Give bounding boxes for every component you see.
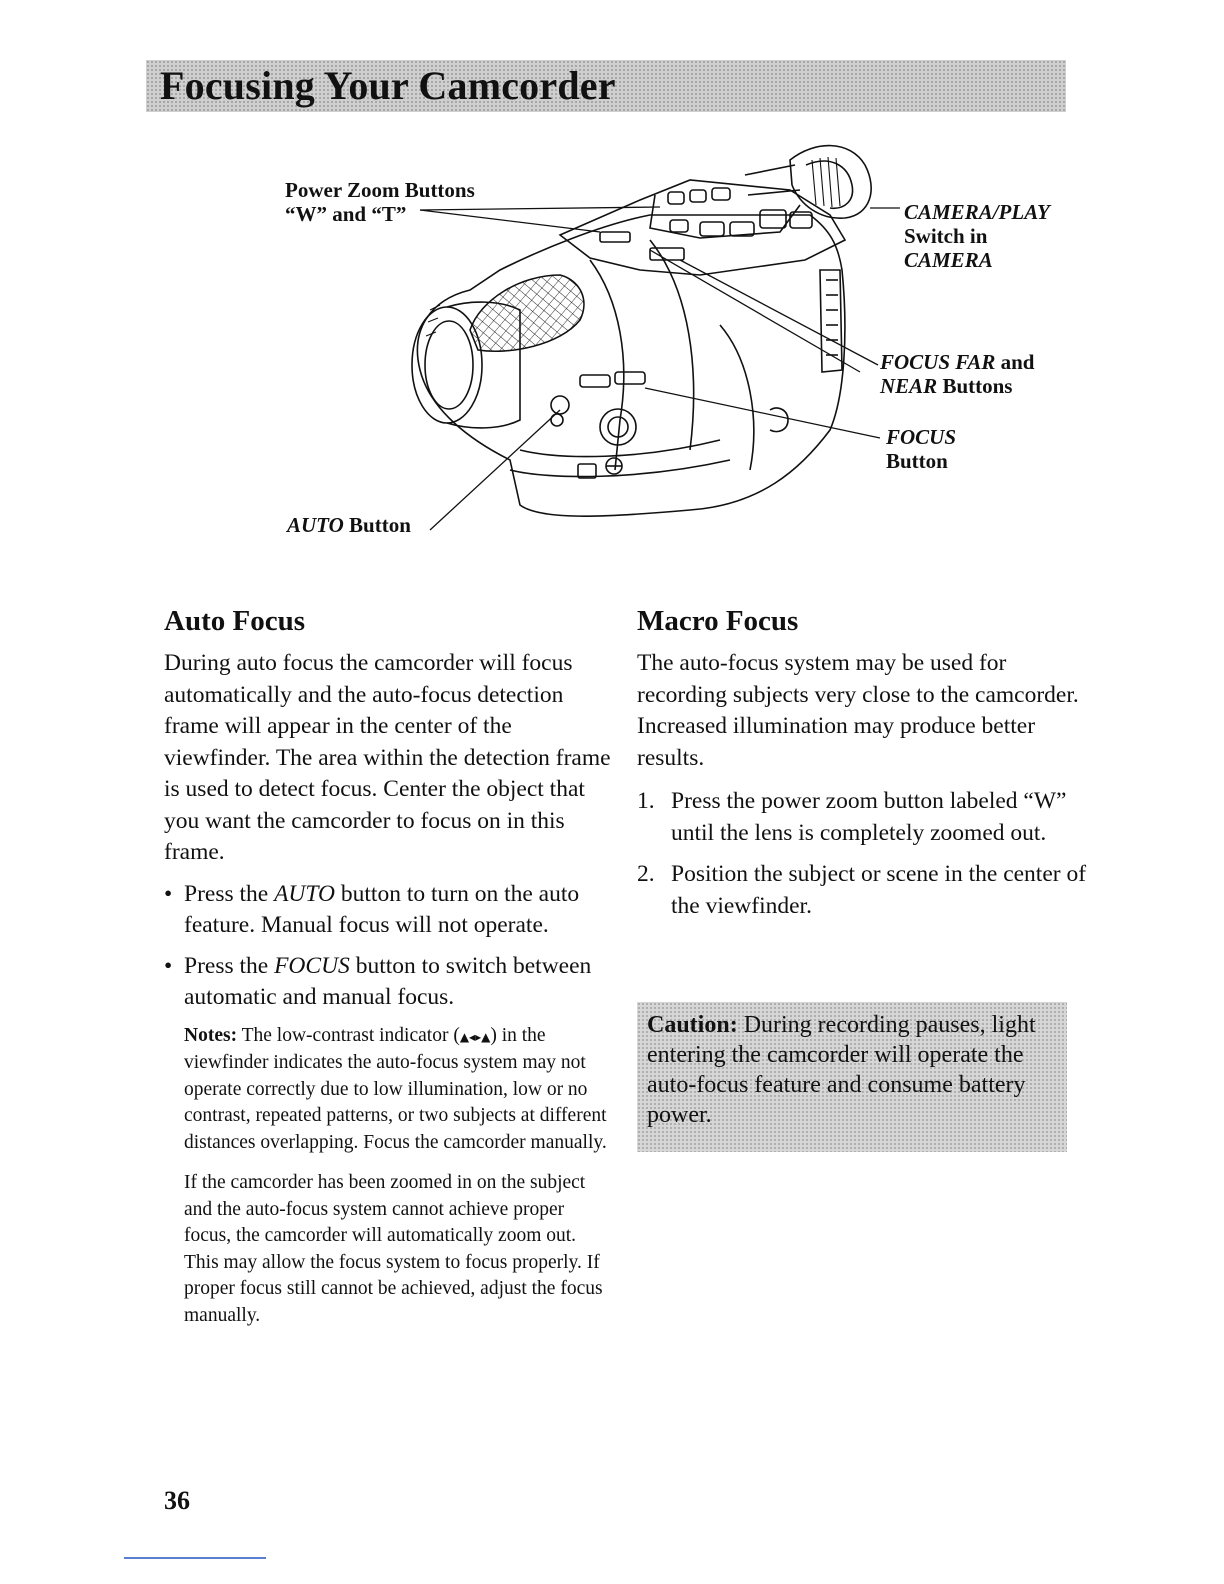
auto-focus-intro: During auto focus the camcorder will focus automatically and the auto-focus detection frame will appear in the center of the viewfinder. The area within the detection frame is used to detect focus. Center the object that you want the camcorder to focus on in this frame.	[164, 650, 611, 865]
list-item: 1. Press the power zoom button labeled “W” until the lens is completely zoomed out.	[637, 788, 1067, 846]
page-number: 36	[164, 1486, 190, 1515]
list-item: 2. Position the subject or scene in the center of the viewfinder.	[637, 861, 1087, 919]
callout-and: and	[995, 350, 1035, 374]
auto-focus-section	[164, 604, 614, 1329]
microphone-grill	[470, 275, 584, 351]
caution-label: Caution:	[647, 1012, 738, 1038]
callout-focus-button	[886, 425, 956, 473]
callout-camera-play-line3: CAMERA	[904, 248, 993, 272]
low-contrast-indicator-icon: ▲◂▸▲	[459, 1029, 491, 1044]
callout-auto-button-label: Button	[343, 513, 411, 537]
callout-camera-play	[904, 200, 1050, 272]
callout-near: NEAR	[880, 374, 938, 398]
auto-button	[551, 396, 569, 414]
callout-power-zoom-title: Power Zoom Buttons	[285, 178, 475, 202]
callout-camera-play-switch: CAMERA/PLAY	[904, 200, 1050, 224]
callout-focus-far-near	[880, 350, 1034, 398]
caution-text: Caution: During recording pauses, light entering the camcorder will operate the auto-focus feature and consume battery power.	[647, 1012, 1036, 1128]
auto-focus-bullets	[164, 879, 614, 1014]
auto-focus-notes: Notes: The low-contrast indicator (▲◂▸▲) in the viewfinder indicates the auto-focus system may not operate correctly due to low illumination, low or no contrast, repeated patterns, or two subjects at different distances overlapping. Focus the camcorder manually.	[184, 1024, 607, 1153]
callout-focus-button-label: Button	[886, 449, 948, 473]
camcorder-figure	[0, 0, 1224, 600]
callout-power-zoom	[285, 178, 475, 226]
callout-buttons: Buttons	[937, 374, 1013, 398]
page-title: Focusing Your Camcorder	[160, 63, 616, 108]
focus-near-button	[615, 372, 645, 384]
auto-focus-notes-zoom: If the camcorder has been zoomed in on the subject and the auto-focus system cannot achieve proper focus, the camcorder will automatically zoom out. This may allow the focus system to focus properly. If proper focus still cannot be achieved, adjust the focus manually.	[184, 1172, 603, 1326]
callout-auto-button	[287, 513, 411, 537]
footer-rule	[124, 1557, 266, 1559]
macro-focus-intro: The auto-focus system may be used for recording subjects very close to the camcorder. Increased illumination may produce better results.	[637, 650, 1079, 771]
macro-focus-steps	[637, 786, 1087, 922]
list-item: • Press the AUTO button to turn on the auto feature. Manual focus will not operate.	[164, 879, 614, 942]
callout-auto: AUTO	[287, 513, 344, 537]
focus-far-button	[580, 375, 610, 387]
macro-focus-section	[637, 604, 1087, 932]
auto-focus-heading: Auto Focus	[164, 605, 305, 637]
callout-power-zoom-wt: “W” and “T”	[285, 202, 407, 226]
camcorder-illustration	[0, 0, 1224, 600]
callout-focus: FOCUS	[886, 425, 957, 449]
macro-focus-heading: Macro Focus	[637, 605, 799, 637]
caution-box	[637, 1002, 1067, 1152]
list-item: • Press the FOCUS button to switch between automatic and manual focus.	[164, 951, 614, 1014]
callout-camera-play-line2: Switch in	[904, 224, 988, 248]
callout-focus-far: FOCUS FAR	[880, 350, 996, 374]
